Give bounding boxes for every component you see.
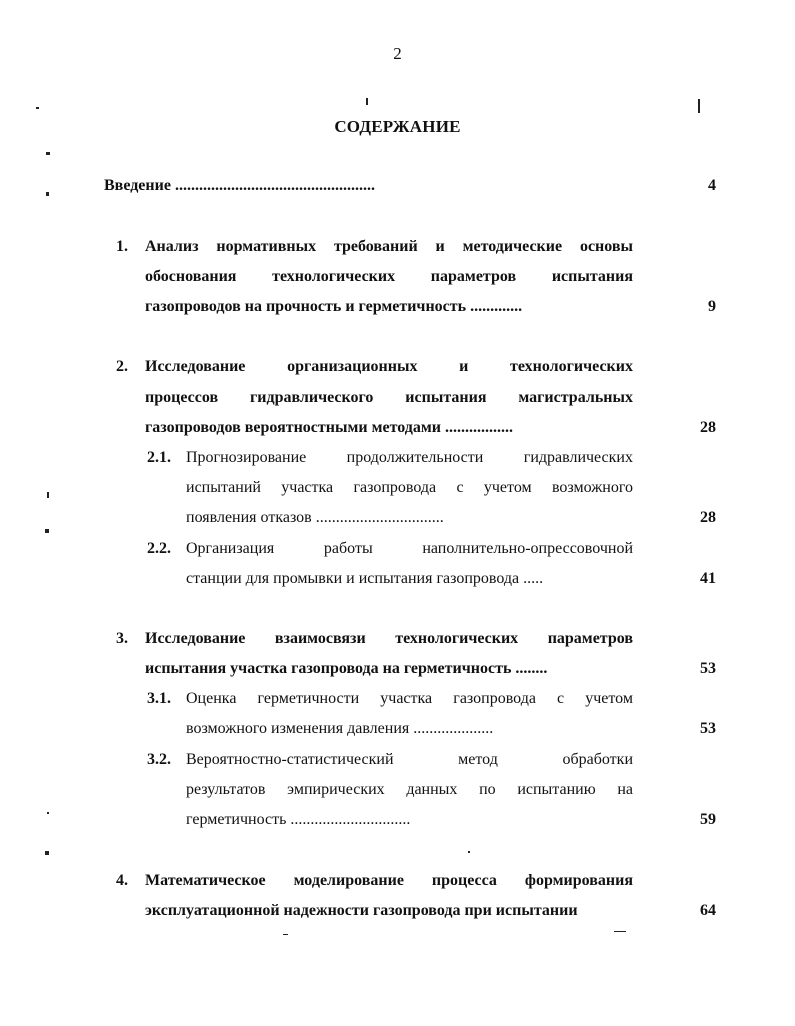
chapter-1-line-1: Анализ нормативных требований и методические основы <box>145 238 633 255</box>
toc-page-section-3-2: 59 <box>700 811 716 828</box>
section-3-2-line-3 <box>186 810 410 830</box>
section-3-2-line-2: результатов эмпирических данных по испытанию на <box>186 781 633 798</box>
section-2-1-line-3 <box>186 508 444 528</box>
dot-leader: .................... <box>413 720 494 737</box>
section-3-2-line-3-text: герметичность <box>186 811 287 828</box>
chapter-3-line-2 <box>145 659 547 679</box>
dot-leader: ................. <box>444 419 513 436</box>
toc-page-chapter-3: 53 <box>700 660 716 677</box>
section-3-2-line-1: Вероятностно-статистический метод обработки <box>186 751 633 768</box>
scan-speck <box>45 851 49 855</box>
chapter-3-line-2-text: испытания участка газопровода на герметичность <box>145 660 512 677</box>
chapter-number-4: 4. <box>116 872 128 889</box>
scan-speck <box>46 152 50 155</box>
chapter-number-3: 3. <box>116 630 128 647</box>
chapter-2-line-2: процессов гидравлического испытания магистральных <box>145 389 633 406</box>
chapter-4-line-1: Математическое моделирование процесса формирования <box>145 872 633 889</box>
dot-leader: ........ <box>515 660 548 677</box>
section-2-1-line-3-text: появления отказов <box>186 509 312 526</box>
section-3-1-line-2-text: возможного изменения давления <box>186 720 410 737</box>
section-number-2-1: 2.1. <box>147 449 171 466</box>
scan-speck <box>366 98 368 105</box>
chapter-1-line-3 <box>145 297 522 317</box>
chapter-1-line-3-text: газопроводов на прочность и герметичность <box>145 298 467 315</box>
dot-leader: .................................................. <box>174 177 375 194</box>
toc-page-section-2-2: 41 <box>700 570 716 587</box>
chapter-number-2: 2. <box>116 358 128 375</box>
toc-page-intro: 4 <box>708 177 716 194</box>
section-2-1-line-2: испытаний участка газопровода с учетом возможного <box>186 479 633 496</box>
toc-page-chapter-4: 64 <box>700 902 716 919</box>
page-title: СОДЕРЖАНИЕ <box>334 117 461 136</box>
toc-entry-intro-label: Введение <box>104 177 171 194</box>
scan-speck <box>47 812 49 814</box>
section-2-2-line-2 <box>186 569 543 589</box>
scan-speck <box>36 107 39 109</box>
section-number-3-2: 3.2. <box>147 751 171 768</box>
dot-leader: ............. <box>470 298 523 315</box>
toc-page-section-2-1: 28 <box>700 509 716 526</box>
page-number: 2 <box>393 44 402 63</box>
toc-page-section-3-1: 53 <box>700 720 716 737</box>
scan-speck <box>468 851 470 853</box>
scan-speck <box>47 492 49 498</box>
dot-leader: ................................ <box>315 509 444 526</box>
section-number-2-2: 2.2. <box>147 540 171 557</box>
section-2-2-line-2-text: станции для промывки и испытания газопровода <box>186 570 520 587</box>
section-3-1-line-1: Оценка герметичности участка газопровода с учетом <box>186 690 633 707</box>
scan-speck <box>45 529 49 533</box>
section-2-1-line-1: Прогнозирование продолжительности гидравлических <box>186 449 633 466</box>
chapter-4-line-2: эксплуатационной надежности газопровода при испытании <box>145 902 578 919</box>
chapter-2-line-3 <box>145 418 513 438</box>
toc-page-chapter-1: 9 <box>708 298 716 315</box>
chapter-3-line-1: Исследование взаимосвязи технологических параметров <box>145 630 633 647</box>
section-number-3-1: 3.1. <box>147 690 171 707</box>
chapter-2-line-1: Исследование организационных и технологических <box>145 358 633 375</box>
chapter-1-line-2: обоснования технологических параметров испытания <box>145 268 633 285</box>
dot-leader: .............................. <box>290 811 411 828</box>
section-3-1-line-2 <box>186 719 493 739</box>
scan-speck <box>614 931 626 932</box>
chapter-number-1: 1. <box>116 238 128 255</box>
scan-speck <box>698 99 700 113</box>
chapter-2-line-3-text: газопроводов вероятностными методами <box>145 419 441 436</box>
scan-speck <box>283 934 288 935</box>
toc-entry-intro <box>104 176 375 196</box>
section-2-2-line-1: Организация работы наполнительно-опрессовочной <box>186 540 633 557</box>
toc-page-chapter-2: 28 <box>700 419 716 436</box>
scan-speck <box>46 192 49 196</box>
dot-leader: ..... <box>523 570 544 587</box>
